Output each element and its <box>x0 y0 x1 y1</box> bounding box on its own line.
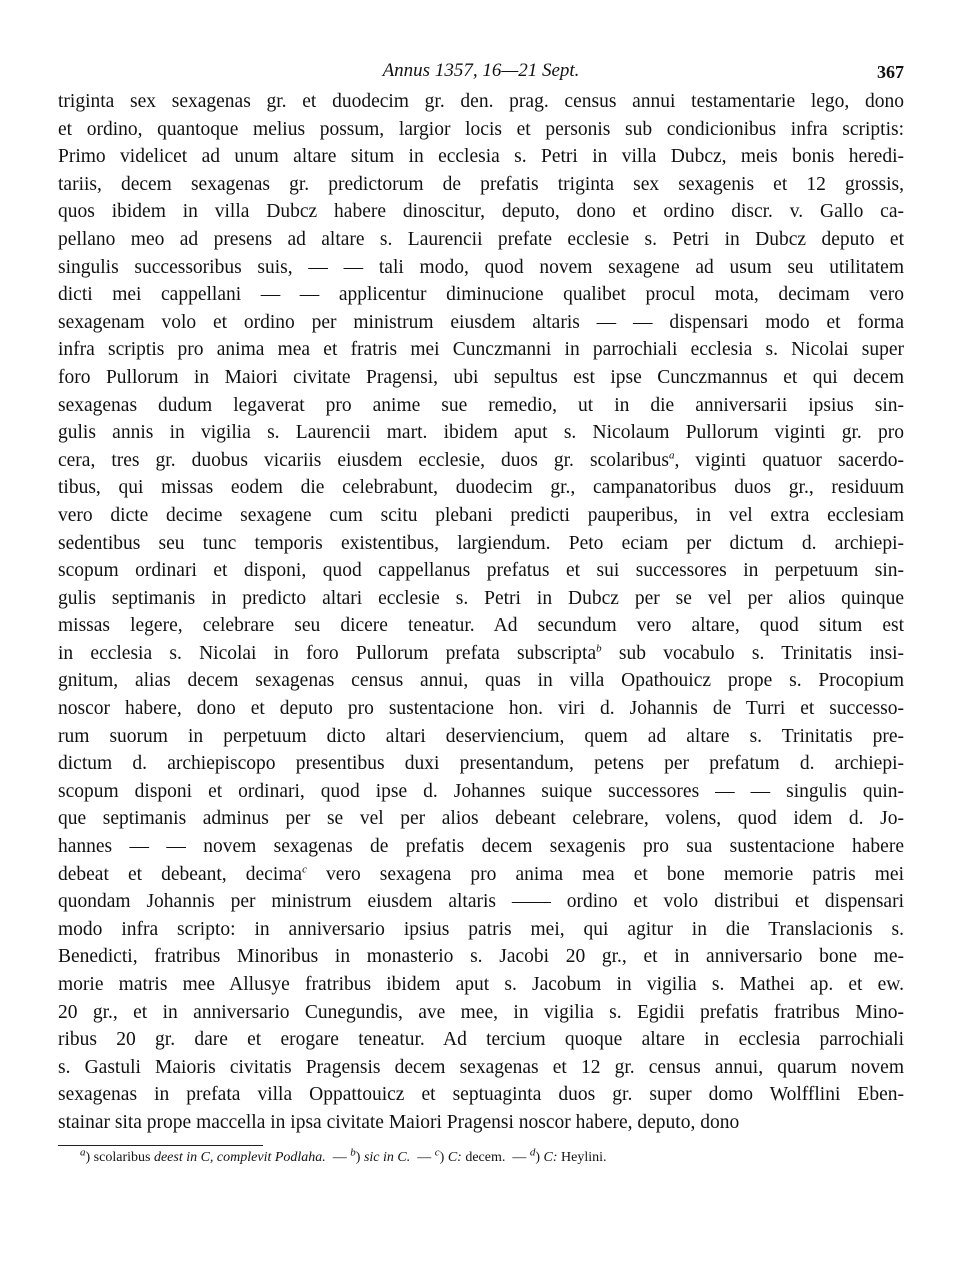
text-line: ribus 20 gr. dare et erogare teneatur. Ad tercium quoque altare in ecclesia parrochiali <box>58 1029 904 1051</box>
text-line: hannes — — novem sexagenas de prefatis decem sexagenis pro sua sustentacione habere <box>58 836 904 858</box>
text-line: rum suorum in perpetuum dicto altari deserviencium, quem ad altare s. Trinitatis pre- <box>58 725 904 747</box>
text-line: pellano meo ad presens ad altare s. Laurencii prefate ecclesie s. Petri in Dubcz deputo et <box>58 228 904 250</box>
text-line: dictum d. archiepiscopo presentibus duxi presentandum, petens per prefatum d. archiepi- <box>58 753 904 775</box>
text-line: sexagenam volo et ordino per ministrum eiusdem altaris — — dispensari modo et forma <box>58 311 904 333</box>
text-line: tibus, qui missas eodem die celebrabunt, duodecim gr., campanatoribus duos gr., residuum <box>58 477 904 499</box>
text-line: infra scriptis pro anima mea et fratris mei Cunczmanni in parrochiali ecclesia s. Nicolai super <box>58 339 904 361</box>
footnote-marker: c <box>302 863 307 876</box>
text-line: sexagenas dudum legaverat pro anime sue remedio, ut in die anniversarii ipsius sin- <box>58 394 904 416</box>
text-line: gnitum, alias decem sexagenas census annui, quas in villa Opathouicz prope s. Procopium <box>58 670 904 692</box>
text-line: debeat et debeant, decima$^c$ vero sexagena pro anima mea et bone memorie patris mei <box>58 863 904 885</box>
text-line: Benedicti, fratribus Minoribus in monasterio s. Jacobi 20 gr., et in anniversario bone me- <box>58 946 904 968</box>
text-line: et ordino, quantoque melius possum, largior locis et personis sub condicionibus infra scriptis: <box>58 118 904 140</box>
text-line: singulis successoribus suis, — — tali modo, quod novem sexagene ad usum seu utilitatem <box>58 256 904 278</box>
text-line: gulis septimanis in predicto altari ecclesie s. Petri in Dubcz per se vel per alios quinque <box>58 587 904 609</box>
footnote-d-text: Heylini. <box>561 1149 607 1165</box>
text-line: dicti mei cappellani — — applicentur diminucione qualibet procul mota, decimam vero <box>58 284 904 306</box>
footnote-a-word: scolaribus <box>93 1149 151 1165</box>
text-line: tariis, decem sexagenas gr. predictorum de prefatis triginta sex sexagenis et 12 grossis, <box>58 173 904 195</box>
footnote-a-mark: a <box>80 1145 86 1158</box>
page-header <box>58 58 904 88</box>
text-line: triginta sex sexagenas gr. et duodecim gr. den. prag. census annui testamentarie lego, dono <box>58 91 904 112</box>
text-line: cera, tres gr. duobus vicariis eiusdem ecclesie, duos gr. scolaribus$^a$, viginti quatuor sacerdo- <box>58 449 904 471</box>
footnote-c-label: C: <box>447 1149 462 1165</box>
text-line: quondam Johannis per ministrum eiusdem altaris —— ordino et volo distribui et dispensari <box>58 891 904 913</box>
body-text <box>58 88 904 1137</box>
text-line: s. Gastuli Maioris civitatis Pragensis decem sexagenas et 12 gr. census annui, quarum novem <box>58 1056 904 1078</box>
footnote-a-note: deest in C, complevit Podlaha. <box>153 1149 326 1165</box>
document-page <box>58 58 904 1166</box>
text-line: sexagenas in prefata villa Oppattouicz et septuaginta duos gr. super domo Wolfflini Eben- <box>58 1084 904 1106</box>
text-line: foro Pullorum in Maiori civitate Pragensi, ubi sepultus est ipse Cunczmannus et qui decem <box>58 366 904 388</box>
text-line: noscor habere, dono et deputo pro sustentacione hon. viri d. Johannis de Turri et successo- <box>58 698 904 720</box>
footnotes: $^a$) scolaribus deest in C, complevit Podlaha. — $^b$) sic in C. — $^c$) C: decem. — $^d$) C: Heylini. <box>80 1145 607 1165</box>
text-line: morie matris mee Allusye fratribus ibidem aput s. Jacobum in vigilia s. Mathei ap. et ew. <box>58 974 904 995</box>
text-line: que septimanis adminus per se vel per alios debeant celebrare, volens, quod idem d. Jo- <box>58 808 904 830</box>
footnote-d-mark: d <box>529 1145 536 1158</box>
text-line: gulis annis in vigilia s. Laurencii mart. ibidem aput s. Nicolaum Pullorum viginti gr. pro <box>58 422 904 444</box>
footnote-b-note: sic in C. <box>363 1149 411 1165</box>
footnote-d-label: C: <box>543 1149 558 1165</box>
text-line: quos ibidem in villa Dubcz habere dinoscitur, deputo, dono et ordino discr. v. Gallo ca- <box>58 201 904 223</box>
footnote-marker: b <box>596 642 602 655</box>
text-line: modo infra scripto: in anniversario ipsius patris mei, qui agitur in die Translacionis s. <box>58 918 904 940</box>
footnote-rule <box>58 1145 263 1146</box>
running-title: Annus 1357, 16—21 Sept. <box>382 60 580 81</box>
text-line: sedentibus seu tunc temporis existentibus, largiendum. Peto eciam per dictum d. archiepi- <box>58 532 904 554</box>
text-line: stainar sita prope maccella in ipsa civitate Maiori Pragensi noscor habere, deputo, dono <box>58 1111 740 1133</box>
page-number: 367 <box>877 62 904 82</box>
text-line: missas legere, celebrare seu dicere teneatur. Ad secundum vero altare, quod situm est <box>58 615 904 637</box>
footnote-c-text: decem. <box>465 1149 506 1165</box>
text-line: scopum ordinari et disponi, quod cappellanus prefatus et sui successores in perpetuum sin- <box>58 560 904 582</box>
text-line: vero dicte decime sexagene cum scitu plebani predicti pauperibus, in vel extra ecclesiam <box>58 504 904 526</box>
text-line: 20 gr., et in anniversario Cunegundis, ave mee, in vigilia s. Egidii prefatis fratribus Mino- <box>58 1001 904 1023</box>
text-line: in ecclesia s. Nicolai in foro Pullorum prefata subscripta$^b$ sub vocabulo s. Trinitatis insi- <box>58 642 904 664</box>
text-line: scopum disponi et ordinari, quod ipse d. Johannes suique successores — — singulis quin- <box>58 780 904 802</box>
text-line: Primo videlicet ad unum altare situm in ecclesia s. Petri in villa Dubcz, meis bonis heredi- <box>58 146 904 168</box>
footnote-marker: a <box>669 449 675 462</box>
footnote-b-mark: b <box>350 1145 356 1158</box>
footnote-c-mark: c <box>434 1145 440 1158</box>
